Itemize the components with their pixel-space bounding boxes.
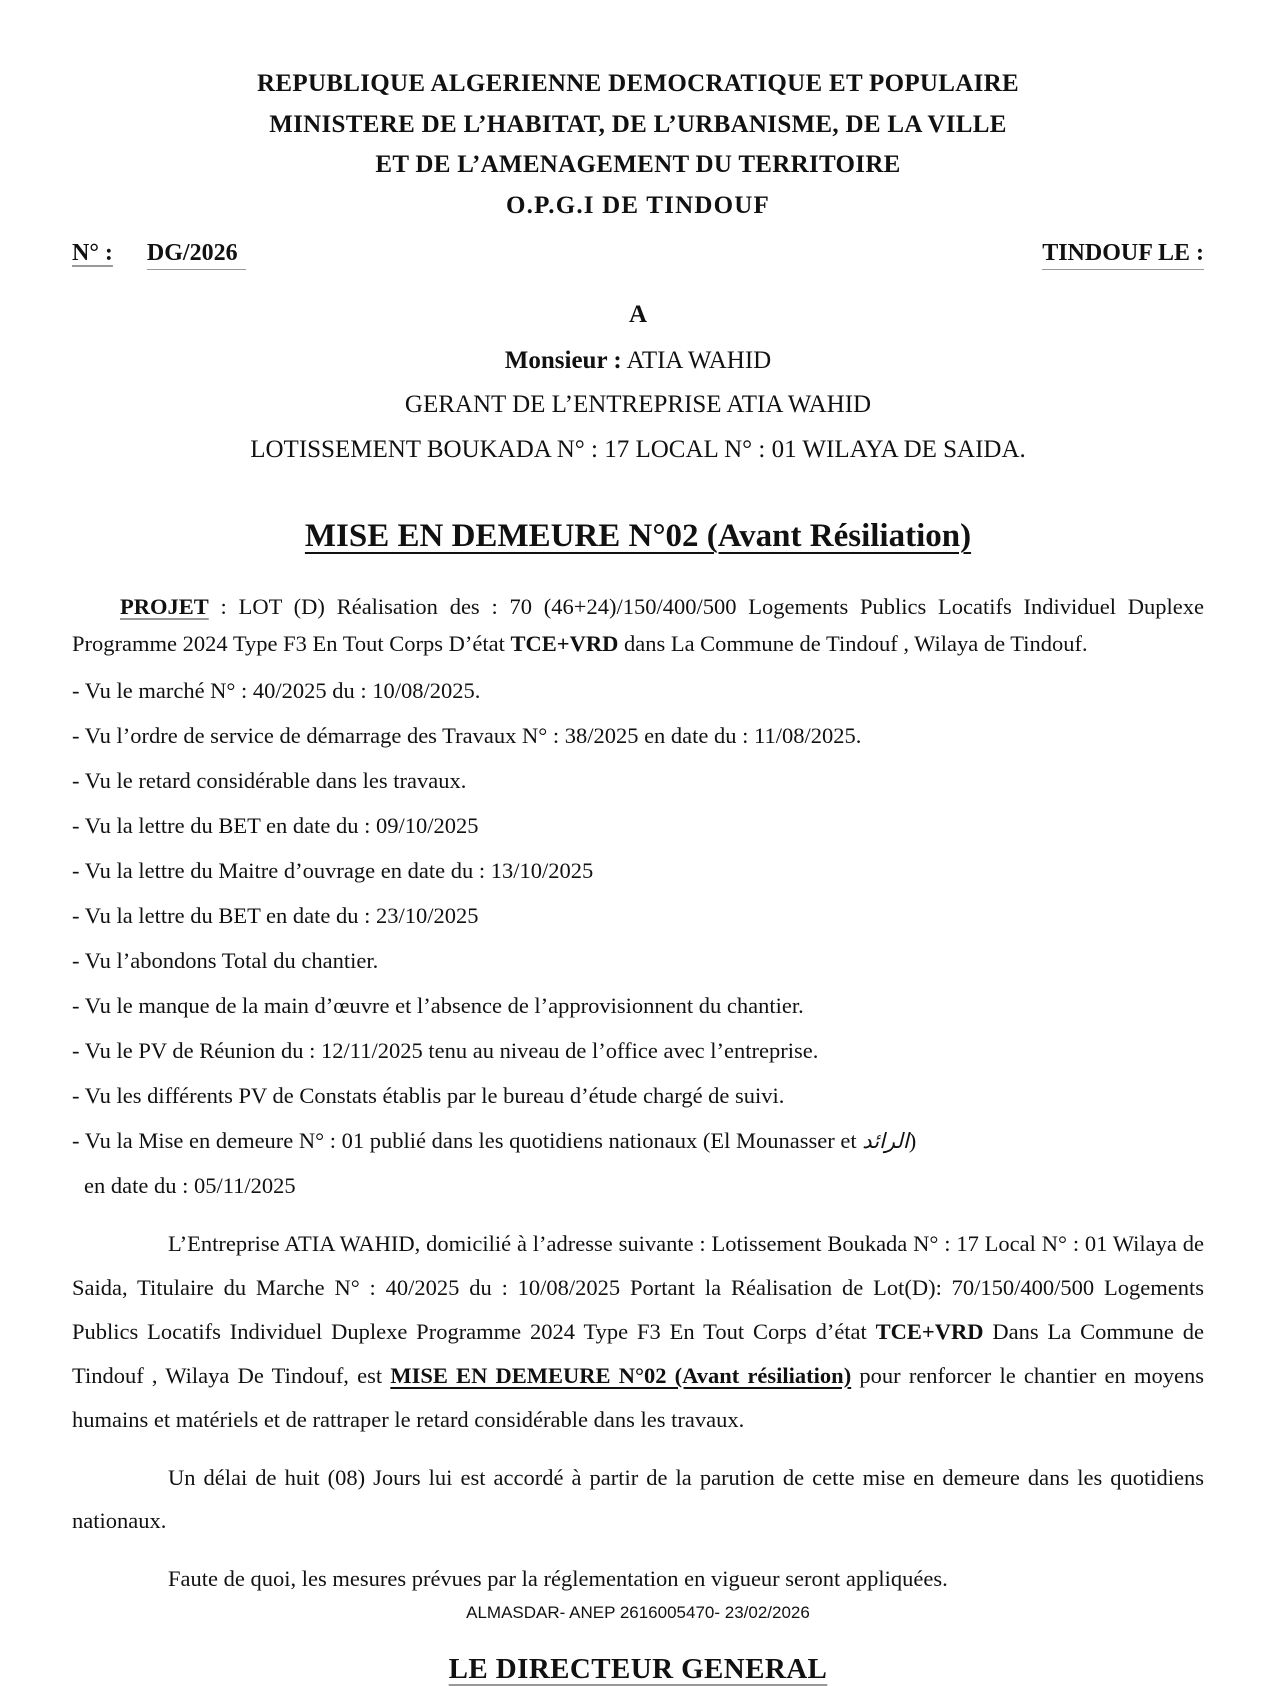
project-text-after: dans La Commune de Tindouf , Wilaya de Tindouf. xyxy=(618,630,1088,656)
list-item: - Vu les différents PV de Constats établis par le bureau d’étude chargé de suivi. xyxy=(72,1083,785,1109)
footer-anep-reference: ALMASDAR- ANEP 2616005470- 23/02/2026 xyxy=(466,1603,810,1622)
project-text-before: LOT (D) Réalisation des : 70 (46+24)/150/400/500 Logements Publics Locatifs Individuel Duplexe Programme 2024 Type F3 En Tout Corps D’état xyxy=(72,594,1204,656)
main-paragraph-part2: Dans La Commune de Tindouf , Wilaya De Tindouf, est xyxy=(72,1318,1204,1388)
list-item: - Vu le retard considérable dans les travaux. xyxy=(72,768,467,794)
addressee-name: ATIA WAHID xyxy=(626,346,772,374)
addressee-name-line xyxy=(0,341,1276,382)
warning-paragraph: Faute de quoi, les mesures prévues par la réglementation en vigueur seront appliquées. xyxy=(168,1566,948,1592)
project-tce-vrd: TCE+VRD xyxy=(510,630,619,656)
list-item: - Vu la lettre du Maitre d’ouvrage en date du : 13/10/2025 xyxy=(72,858,594,884)
addressee-title-label: Monsieur : xyxy=(504,346,622,374)
main-paragraph-part1: L’Entreprise ATIA WAHID, domicilié à l’adresse suivante : Lotissement Boukada N° : 17 Local N° : 01 Wilaya de Saida, Titulaire du Marche N° : 40/2025 du : 10/08/2025 Portant la Réalisation de Lot(D): 70/150/400/500 Logements Publics Locatifs Individuel Duplexe Programme 2024 Type F3 En Tout Corps d’état xyxy=(72,1231,1204,1344)
reference-number-label: N° : xyxy=(72,240,113,266)
addressee-a: A xyxy=(628,301,648,328)
project-label: PROJET xyxy=(120,594,209,620)
list-item-text-before: - Vu la Mise en demeure N° : 01 publié dans les quotidiens nationaux (El Mounasser et xyxy=(72,1128,863,1154)
list-item-text-after: ) xyxy=(908,1128,917,1154)
project-colon: : xyxy=(208,594,239,620)
list-item: - Vu le manque de la main d’œuvre et l’absence de l’approvisionnent du chantier. xyxy=(72,993,804,1019)
letterhead xyxy=(0,0,1276,226)
list-item: - Vu la lettre du BET en date du : 23/10/2025 xyxy=(72,903,479,929)
project-paragraph xyxy=(72,589,1204,662)
place-date-label: TINDOUF LE : xyxy=(1042,240,1204,270)
letterhead-line-ministry: MINISTERE DE L’HABITAT, DE L’URBANISME, DE LA VILLE xyxy=(269,110,1007,138)
publication-date-line: en date du : 05/11/2025 xyxy=(84,1173,296,1199)
list-item: - Vu l’ordre de service de démarrage des Travaux N° : 38/2025 en date du : 11/08/2025. xyxy=(72,723,862,749)
delay-paragraph: Un délai de huit (08) Jours lui est accordé à partir de la parution de cette mise en demeure dans les quotidiens nationaux. xyxy=(72,1464,1204,1534)
document-body xyxy=(0,589,1276,1601)
reference-number-value: DG/2026 xyxy=(147,240,246,270)
list-item: - Vu le marché N° : 40/2025 du : 10/08/2025. xyxy=(72,678,481,704)
signature-title: LE DIRECTEUR GENERAL xyxy=(448,1653,828,1686)
reference-row xyxy=(0,240,1276,274)
main-paragraph-notice-reference: MISE EN DEMEURE N°02 (Avant résiliation) xyxy=(390,1362,852,1388)
reference-number xyxy=(72,240,246,270)
letterhead-line-office: O.P.G.I DE TINDOUF xyxy=(505,191,770,219)
addressee-address: LOTISSEMENT BOUKADA N° : 17 LOCAL N° : 01 WILAYA DE SAIDA. xyxy=(250,435,1026,463)
main-paragraph-tce-vrd: TCE+VRD xyxy=(875,1318,984,1344)
list-item: - Vu la lettre du BET en date du : 09/10/2025 xyxy=(72,813,479,839)
main-paragraph-part3: pour renforcer le chantier en moyens humains et matériels et de rattraper le retard considérable dans les travaux. xyxy=(72,1362,1204,1432)
signature-block xyxy=(0,1653,1276,1686)
list-item-with-arabic xyxy=(72,1118,1204,1163)
letterhead-line-republic: REPUBLIQUE ALGERIENNE DEMOCRATIQUE ET POPULAIRE xyxy=(257,70,1019,97)
document-title: MISE EN DEMEURE N°02 (Avant Résiliation) xyxy=(304,518,972,555)
list-item: - Vu le PV de Réunion du : 12/11/2025 tenu au niveau de l’office avec l’entreprise. xyxy=(72,1038,819,1064)
arabic-newspaper-name: الرائد xyxy=(862,1129,909,1154)
list-item: - Vu l’abondons Total du chantier. xyxy=(72,948,379,974)
considerations-list xyxy=(72,668,1204,1163)
addressee-block xyxy=(0,296,1276,470)
letterhead-line-territory: ET DE L’AMENAGEMENT DU TERRITOIRE xyxy=(375,151,901,178)
addressee-role: GERANT DE L’ENTREPRISE ATIA WAHID xyxy=(404,391,872,419)
main-paragraph xyxy=(72,1222,1204,1441)
